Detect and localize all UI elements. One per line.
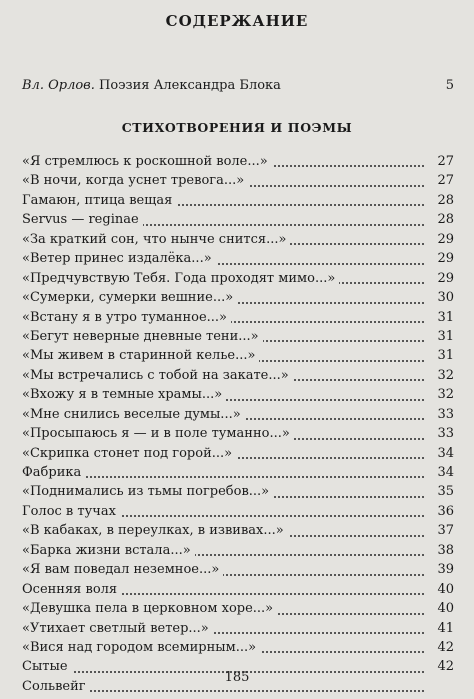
toc-entry-title: Голос в тучах	[22, 504, 120, 519]
toc-entry	[22, 171, 454, 190]
toc-entry-page: 33	[426, 424, 454, 443]
toc-entry-page: 42	[426, 657, 454, 676]
toc-entry-title: Фабрика	[22, 465, 85, 480]
toc-entry-title: «Скрипка стонет под горой...»	[22, 446, 236, 461]
toc-entry-title: Гамаюн, птица вещая	[22, 193, 176, 208]
toc-entry	[22, 599, 454, 618]
toc-entry-page: 41	[426, 619, 454, 638]
toc-entry-page: 31	[426, 308, 454, 327]
toc-entry-title: Сытые	[22, 659, 72, 674]
toc-entry-page: 30	[426, 288, 454, 307]
toc-entry-page: 33	[426, 405, 454, 424]
toc-entry-page: 29	[426, 230, 454, 249]
section-heading: СТИХОТВОРЕНИЯ И ПОЭМЫ	[121, 120, 353, 135]
toc-entry	[22, 269, 454, 288]
toc-entry-title: «Ветер принес издалёка...»	[22, 251, 216, 266]
toc-entry-title: Сольвейг	[22, 679, 90, 694]
toc-entry-title: Осенняя воля	[22, 582, 121, 597]
toc-entry-page: 29	[426, 249, 454, 268]
toc-entry	[22, 502, 454, 521]
toc-entry	[22, 541, 454, 560]
toc-entry-page: 38	[426, 541, 454, 560]
page-title: СОДЕРЖАНИЕ	[165, 12, 309, 30]
toc-entry	[22, 560, 454, 579]
toc-entry-title: «Я вам поведал неземное...»	[22, 562, 223, 577]
toc-entry-title: «Барка жизни встала...»	[22, 543, 195, 558]
toc-entry	[22, 191, 454, 210]
toc-entry-page: 35	[426, 482, 454, 501]
toc-entry-page: 36	[426, 502, 454, 521]
toc-entry	[22, 482, 454, 501]
toc-entry-title: «Вися над городом всемирным...»	[22, 640, 260, 655]
toc-entry-page: 29	[426, 269, 454, 288]
toc-entry-page: 28	[426, 191, 454, 210]
toc-entry-title: Servus — reginae	[22, 212, 143, 227]
intro-page-number: 5	[445, 78, 454, 93]
toc-entry-page: 27	[426, 152, 454, 171]
toc-entry-title: «Мы живем в старинной келье...»	[22, 348, 259, 363]
toc-entry-page: 39	[426, 560, 454, 579]
toc-entry-page: 37	[426, 521, 454, 540]
toc-entry	[22, 152, 454, 171]
toc-entry	[22, 346, 454, 365]
toc-entry-title: «Вхожу я в темные храмы...»	[22, 387, 226, 402]
toc-entry-page: 32	[426, 366, 454, 385]
toc-entry-page: 34	[426, 463, 454, 482]
intro-title: Поэзия Александра Блока	[99, 78, 281, 93]
toc-entry-title: «За краткий сон, что нынче снится...»	[22, 232, 290, 247]
toc-entry-title: «В ночи, когда уснет тревога...»	[22, 173, 248, 188]
toc-entry-title: «Девушка пела в церковном хоре...»	[22, 601, 277, 616]
toc-entry-title: «Бегут неверные дневные тени...»	[22, 329, 263, 344]
toc-entry-title: «Сумерки, сумерки вешние...»	[22, 290, 237, 305]
toc-entry-page: 34	[426, 444, 454, 463]
toc-entry	[22, 444, 454, 463]
toc-entry-page: 32	[426, 385, 454, 404]
toc-entry	[22, 385, 454, 404]
toc-entry	[22, 288, 454, 307]
toc-entry-page: 31	[426, 327, 454, 346]
toc-entry	[22, 366, 454, 385]
toc-entry-page: 40	[426, 599, 454, 618]
toc-entry	[22, 308, 454, 327]
toc-entry-page: 27	[426, 171, 454, 190]
toc-entry-title: «Поднимались из тьмы погребов...»	[22, 484, 273, 499]
toc-entry-title: «Мы встречались с тобой на закате...»	[22, 368, 293, 383]
toc-entry	[22, 424, 454, 443]
toc-entry	[22, 580, 454, 599]
toc-entry	[22, 521, 454, 540]
toc-entry	[22, 327, 454, 346]
toc-entry-page: 42	[426, 638, 454, 657]
toc-entry	[22, 249, 454, 268]
toc-entry	[22, 405, 454, 424]
toc-list	[22, 152, 454, 696]
toc-entry-title: «Мне снились веселые думы...»	[22, 407, 245, 422]
toc-entry-title: «В кабаках, в переулках, в извивах...»	[22, 523, 288, 538]
toc-entry-title: «Утихает светлый ветер...»	[22, 621, 213, 636]
toc-entry	[22, 210, 454, 229]
toc-entry-title: «Встану я в утро туманное...»	[22, 310, 231, 325]
toc-entry-title: «Просыпаюсь я — и в поле туманно...»	[22, 426, 294, 441]
toc-entry-page: 31	[426, 346, 454, 365]
toc-entry-page: 40	[426, 580, 454, 599]
page-footer-number: 185	[224, 670, 250, 685]
toc-entry-page: 28	[426, 210, 454, 229]
toc-entry	[22, 619, 454, 638]
toc-entry-title: «Я стремлюсь к роскошной воле...»	[22, 154, 272, 169]
intro-entry	[22, 78, 454, 98]
toc-entry	[22, 463, 454, 482]
toc-entry	[22, 230, 454, 249]
intro-author: Вл. Орлов.	[22, 78, 95, 93]
toc-entry	[22, 638, 454, 657]
toc-entry-title: «Предчувствую Тебя. Года проходят мимо...»	[22, 271, 339, 286]
